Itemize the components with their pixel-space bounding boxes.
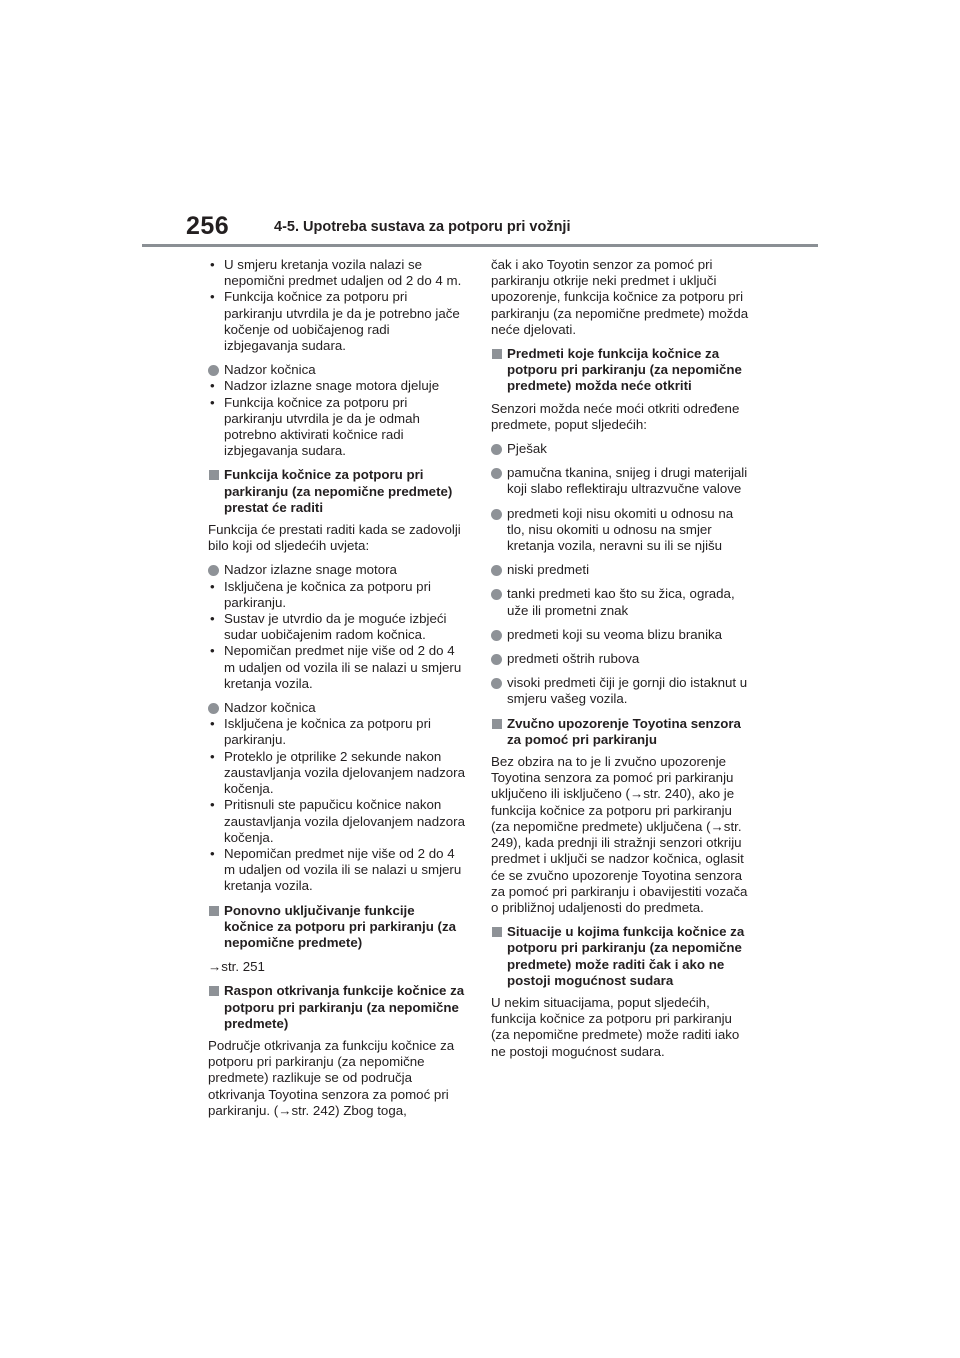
circle-item-text: Nadzor izlazne snage motora	[224, 562, 397, 578]
circle-item-text: predmeti koji su veoma blizu branika	[507, 626, 723, 642]
bullet-item: • U smjeru kretanja vozila nalazi se nepomični predmet udaljen od 2 do 4 m.	[208, 257, 466, 289]
section-heading	[491, 346, 749, 395]
circle-item-text: predmeti oštrih rubova	[507, 651, 640, 667]
right-column	[491, 257, 749, 1060]
circle-item-text: Pješak	[507, 441, 547, 457]
circle-item	[491, 441, 749, 457]
left-column	[208, 257, 466, 1119]
circle-bullet-icon	[491, 630, 502, 641]
bullet-item: • Isključena je kočnica za potporu pri parkiranju.	[208, 579, 466, 611]
circle-bullet-icon	[491, 654, 502, 665]
circle-item	[491, 627, 749, 643]
bullet-item: • Nepomičan predmet nije više od 2 do 4 m udaljen od vozila ili se nalazi u smjeru kretanja vozila.	[208, 643, 466, 692]
circle-bullet-icon	[491, 678, 502, 689]
circle-item-text: pamučna tkanina, snijeg i drugi materijali koji slabo reflektiraju ultrazvučne valove	[507, 465, 748, 497]
page-reference: →str. 251	[208, 959, 265, 975]
circle-item-text: visoki predmeti čiji je gornji dio istaknut u smjeru vašeg vozila.	[507, 675, 748, 707]
circle-item-text: tanki predmeti kao što su žica, ograda, uže ili prometni znak	[507, 586, 735, 618]
page-header	[0, 0, 960, 250]
circle-bullet-icon	[491, 509, 502, 520]
bullet-item: • Funkcija kočnice za potporu pri parkiranju utvrdila je da je odmah potrebno aktivirati kočnice radi izbjegavanja sudara.	[208, 395, 466, 460]
paragraph: Funkcija će prestati raditi kada se zadovolji bilo koji od sljedećih uvjeta:	[208, 522, 461, 554]
circle-item	[491, 586, 749, 618]
circle-item-text: predmeti koji nisu okomiti u odnosu na tlo, nisu okomiti u odnosu na smjer kretanja vozila, neravni su ili se njišu	[507, 505, 734, 554]
circle-bullet-icon	[491, 468, 502, 479]
circle-item	[208, 700, 466, 716]
header-divider	[142, 244, 818, 247]
circle-bullet-icon	[208, 703, 219, 714]
circle-item	[208, 562, 466, 578]
heading-text: Zvučno upozorenje Toyotina senzora za pomoć pri parkiranju	[507, 715, 741, 747]
paragraph: Područje otkrivanja za funkciju kočnice za potporu pri parkiranju (za nepomične predmete) razlikuje se od područja otkrivanja Toyotina senzora za pomoć pri parkiranju. (→str. 242) Zbog toga,	[208, 1037, 455, 1118]
section-heading	[208, 467, 466, 516]
square-bullet-icon	[209, 906, 219, 916]
circle-item	[491, 506, 749, 555]
page-number: 256	[186, 212, 230, 240]
circle-bullet-icon	[491, 589, 502, 600]
circle-bullet-icon	[208, 365, 219, 376]
circle-item	[491, 562, 749, 578]
circle-item	[491, 651, 749, 667]
heading-text: Funkcija kočnice za potporu pri parkiranju (za nepomične predmete) prestat će raditi	[224, 467, 453, 515]
circle-item	[491, 465, 749, 497]
bullet-item: • Sustav je utvrdio da je moguće izbjeći sudar uobičajenim radom kočnica.	[208, 611, 466, 643]
bullet-item: • Nepomičan predmet nije više od 2 do 4 m udaljen od vozila ili se nalazi u smjeru kretanja vozila.	[208, 846, 466, 895]
circle-item	[491, 675, 749, 707]
square-bullet-icon	[209, 986, 219, 996]
square-bullet-icon	[492, 927, 502, 937]
heading-text: Predmeti koje funkcija kočnice za potporu pri parkiranju (za nepomične predmete) možda neće otkriti	[507, 346, 742, 394]
bullet-item: • Proteklo je otprilike 2 sekunde nakon zaustavljanja vozila djelovanjem nadzora kočenja.	[208, 749, 466, 798]
circle-item-text: Nadzor kočnica	[224, 700, 316, 716]
section-heading	[491, 716, 749, 748]
heading-text: Situacije u kojima funkcija kočnice za potporu pri parkiranju (za nepomične predmete) može raditi čak i ako ne postoji mogućnost sudara	[507, 924, 745, 988]
bullet-item: • Funkcija kočnice za potporu pri parkiranju utvrdila je da je potrebno jače kočenje od uobičajenog radi izbjegavanja sudara.	[208, 289, 466, 354]
paragraph: Bez obzira na to je li zvučno upozorenje Toyotina senzora za pomoć pri parkiranju uključeno ili isključeno (→str. 240), ako je funkcija kočnice za potporu pri parkiranju (za nepomične predmete) uključena (→str. 249), kada prednji ili stražnji senzori otkriju predmet i uključi se nadzor kočnica, oglasit će se zvučno upozorenje Toyotina senzora za pomoć pri parkiranju i obavijestiti vozača o približnoj udaljenosti do predmeta.	[491, 754, 748, 915]
circle-item-text: niski predmeti	[507, 562, 590, 578]
square-bullet-icon	[492, 349, 502, 359]
circle-bullet-icon	[491, 565, 502, 576]
circle-item-text: Nadzor kočnica	[224, 362, 316, 378]
square-bullet-icon	[492, 719, 502, 729]
heading-text: Ponovno uključivanje funkcije kočnice za potporu pri parkiranju (za nepomične predmete)	[224, 902, 457, 950]
bullet-item: • Pritisnuli ste papučicu kočnice nakon zaustavljanja vozila djelovanjem nadzora kočenja.	[208, 797, 466, 846]
bullet-item: • Isključena je kočnica za potporu pri parkiranju.	[208, 716, 466, 748]
paragraph: U nekim situacijama, poput sljedećih, funkcija kočnice za potporu pri parkiranju (za nepomične predmete) može raditi iako ne postoji mogućnost sudara.	[491, 994, 740, 1059]
circle-item	[208, 362, 466, 378]
section-title: 4-5. Upotreba sustava za potporu pri vožnji	[274, 219, 571, 235]
square-bullet-icon	[209, 470, 219, 480]
section-heading	[208, 903, 466, 952]
bullet-item: • Nadzor izlazne snage motora djeluje	[208, 378, 466, 394]
section-heading	[491, 924, 749, 989]
paragraph: Senzori možda neće moći otkriti određene predmete, poput sljedećih:	[491, 400, 740, 432]
paragraph: čak i ako Toyotin senzor za pomoć pri parkiranju otkrije neki predmet i uključi upozorenje, funkcija kočnice za potporu pri parkiranju (za nepomične predmete) možda neće djelovati.	[491, 257, 749, 337]
circle-bullet-icon	[491, 444, 502, 455]
section-heading	[208, 983, 466, 1032]
heading-text: Raspon otkrivanja funkcije kočnice za potporu pri parkiranju (za nepomične predmete)	[224, 983, 465, 1031]
circle-bullet-icon	[208, 565, 219, 576]
